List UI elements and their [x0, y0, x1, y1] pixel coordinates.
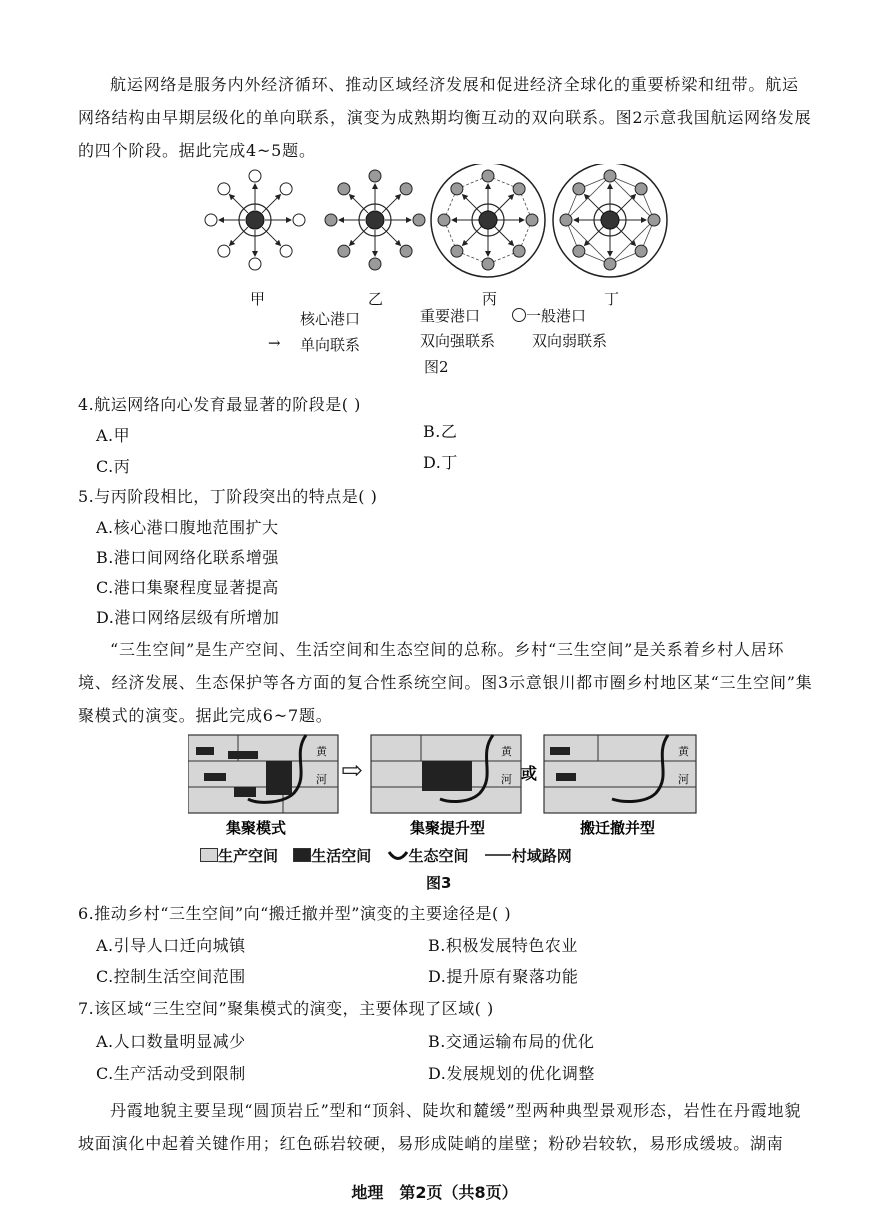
port-node — [648, 214, 660, 226]
q5-option-b[interactable]: B.港口间网络化联系增强 — [96, 548, 279, 567]
link-line — [382, 195, 400, 213]
page-footer: 地理 第2页（共8页） — [351, 1183, 518, 1202]
production-swatch-icon — [200, 848, 218, 862]
port-node — [280, 183, 292, 195]
intro-paragraph-danxia: 丹霞地貌主要呈现“圆顶岩丘”型和“顶斜、陡坎和麓缓”型两种典型景观形态，岩性在丹霞地貌坡面演化中起着关键作用；红色砾岩较硬，易形成陡峭的崖壁；粉砂岩较软，易形成缓坡。湖南 — [78, 1101, 802, 1153]
panel-relocation-map — [544, 735, 696, 813]
link-line — [617, 195, 635, 213]
port-node — [482, 170, 494, 182]
question-4-stem: 4.航运网络向心发育最显著的阶段是( ) — [78, 395, 361, 414]
q4-option-d[interactable]: D.丁 — [423, 453, 458, 472]
link-line — [463, 227, 481, 245]
figure-2-caption: 图2 — [424, 358, 449, 376]
link-line — [262, 227, 280, 245]
core-port-node — [246, 211, 264, 229]
port-node — [526, 214, 538, 226]
port-node — [369, 170, 381, 182]
ecology-curve-icon — [387, 849, 409, 863]
q5-option-a[interactable]: A.核心港口腹地范围扩大 — [96, 518, 279, 537]
port-node — [604, 258, 616, 270]
q5-option-d[interactable]: D.港口网络层级有所增加 — [96, 608, 280, 627]
q4-option-c[interactable]: C.丙 — [96, 457, 131, 476]
legend-two-way-weak: 双向弱联系 — [532, 332, 608, 350]
legend-production: 生产空间 — [218, 847, 279, 865]
link-line — [463, 195, 481, 213]
port-node — [513, 245, 525, 257]
link-line — [262, 195, 280, 213]
port-node — [451, 245, 463, 257]
q4-option-b[interactable]: B.乙 — [423, 422, 458, 441]
link-line — [230, 227, 248, 245]
stage-label-yi: 乙 — [368, 290, 384, 308]
panel-label-upgrade: 集聚提升型 — [410, 819, 486, 837]
legend-road: 村域路网 — [511, 847, 572, 865]
legend-arrow-icon: → — [268, 334, 281, 352]
port-node — [280, 245, 292, 257]
question-7-stem: 7.该区域“三生空间”聚集模式的演变，主要体现了区域( ) — [78, 999, 494, 1018]
port-node — [338, 245, 350, 257]
stage-label-bing: 丙 — [482, 290, 498, 308]
figure-2-diagrams — [205, 164, 667, 277]
panel-label-agglomeration: 集聚模式 — [226, 819, 287, 837]
figure-3-caption: 图3 — [426, 874, 452, 892]
link-line — [382, 227, 400, 245]
port-node — [560, 214, 572, 226]
q6-option-b[interactable]: B.积极发展特色农业 — [428, 936, 578, 955]
q7-option-b[interactable]: B.交通运输布局的优化 — [428, 1032, 595, 1051]
core-port-node — [479, 211, 497, 229]
port-node — [249, 258, 261, 270]
port-node — [325, 214, 337, 226]
port-node — [604, 170, 616, 182]
q6-option-a[interactable]: A.引导人口迁向城镇 — [96, 936, 246, 955]
port-node — [451, 183, 463, 195]
port-node — [438, 214, 450, 226]
port-node — [249, 170, 261, 182]
port-node — [573, 245, 585, 257]
port-node — [400, 245, 412, 257]
port-node — [635, 183, 647, 195]
panel-agglomeration-map — [188, 735, 338, 813]
port-node — [513, 183, 525, 195]
intro-paragraph-shipping: 航运网络是服务内外经济循环、推动区域经济发展和促进经济全球化的重要桥梁和纽带。航运网络结构由早期层级化的单向联系，演变为成熟期均衡互动的双向联系。图2示意我国航运网络发展的四个阶段。据此完成4~5题。 — [78, 75, 812, 160]
panel-label-relocation: 搬迁撤并型 — [580, 819, 656, 837]
link-line — [495, 195, 513, 213]
intro-paragraph-three-spaces: “三生空间”是生产空间、生活空间和生态空间的总称。乡村“三生空间”是关系着乡村人居环境、经济发展、生态保护等各方面的复合性系统空间。图3示意银川都市圈乡村地区某“三生空间”集聚模式的演变。据此完成6~7题。 — [78, 640, 813, 725]
port-node — [293, 214, 305, 226]
port-node — [413, 214, 425, 226]
q6-option-d[interactable]: D.提升原有聚落功能 — [428, 967, 579, 986]
stage-label-ding: 丁 — [604, 290, 620, 308]
port-node — [635, 245, 647, 257]
core-port-node — [601, 211, 619, 229]
port-node — [205, 214, 217, 226]
core-port-node — [366, 211, 384, 229]
figure-2-network-diagram — [200, 164, 680, 284]
q7-option-c[interactable]: C.生产活动受到限制 — [96, 1064, 246, 1083]
river-label-he-3: 河 — [678, 773, 689, 786]
river-label-huang-3: 黄 — [678, 745, 689, 758]
link-line — [585, 195, 603, 213]
or-label: 或 — [521, 764, 538, 783]
q4-option-a[interactable]: A.甲 — [96, 426, 131, 445]
q7-option-d[interactable]: D.发展规划的优化调整 — [428, 1064, 595, 1083]
living-swatch-icon — [293, 848, 311, 862]
port-node — [218, 183, 230, 195]
river-label-huang-2: 黄 — [501, 745, 512, 758]
figure-3-spatial-evolution — [188, 733, 713, 843]
legend-ecology: 生态空间 — [408, 847, 469, 865]
q5-option-c[interactable]: C.港口集聚程度显著提高 — [96, 578, 279, 597]
q6-option-c[interactable]: C.控制生活空间范围 — [96, 967, 246, 986]
legend-two-way-strong: 双向强联系 — [420, 332, 496, 350]
stage-label-jia: 甲 — [250, 290, 266, 308]
port-node — [338, 183, 350, 195]
transition-arrow-icon: ⇨ — [341, 756, 363, 786]
legend-living: 生活空间 — [311, 847, 372, 865]
link-line — [230, 195, 248, 213]
q7-option-a[interactable]: A.人口数量明显减少 — [96, 1032, 246, 1051]
panel-upgrade-map — [371, 735, 521, 813]
port-node — [482, 258, 494, 270]
legend-core-port: 核心港口 — [300, 310, 361, 328]
river-label-he-2: 河 — [501, 773, 512, 786]
legend-one-way: 单向联系 — [300, 336, 361, 354]
port-node — [369, 258, 381, 270]
river-label-he-1: 河 — [316, 773, 327, 786]
port-node — [400, 183, 412, 195]
question-5-stem: 5.与丙阶段相比，丁阶段突出的特点是( ) — [78, 487, 378, 506]
road-line-icon — [484, 850, 512, 860]
figure-3-legend — [200, 845, 572, 866]
link-line — [585, 227, 603, 245]
port-node — [573, 183, 585, 195]
link-line — [350, 227, 368, 245]
link-line — [350, 195, 368, 213]
legend-general-port: 一般港口 — [512, 305, 586, 326]
river-label-huang-1: 黄 — [316, 745, 327, 758]
legend-major-port: 重要港口 — [420, 307, 481, 325]
general-port-icon — [512, 308, 526, 322]
question-6-stem: 6.推动乡村“三生空间”向“搬迁撤并型”演变的主要途径是( ) — [78, 904, 512, 923]
link-line — [617, 227, 635, 245]
port-node — [218, 245, 230, 257]
link-line — [495, 227, 513, 245]
